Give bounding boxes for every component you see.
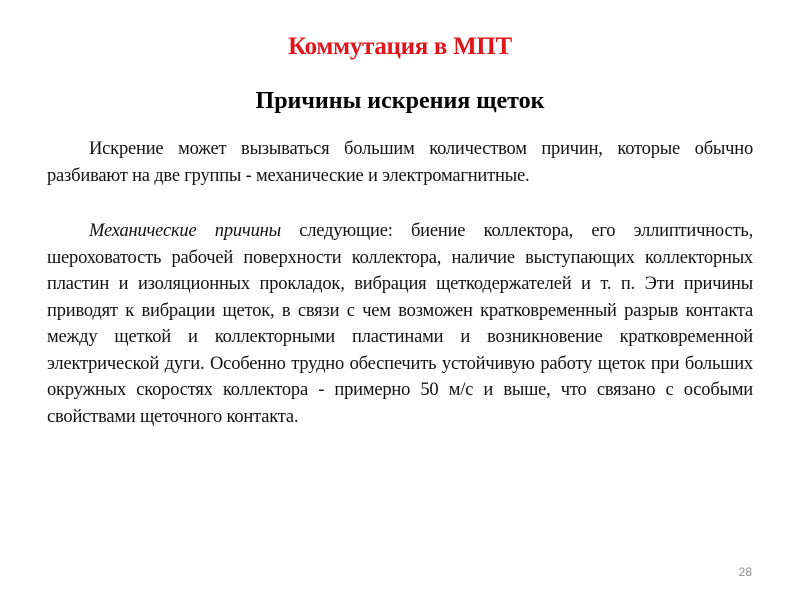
- page-number: 28: [738, 565, 752, 579]
- slide-subtitle: Причины искрения щеток: [255, 88, 545, 114]
- paragraph-intro: Искрение может вызываться большим количеством причин, которые обычно разбивают на две группы - механические и электромагнитные.: [47, 139, 753, 186]
- italic-lead-text: Механические причины: [89, 221, 281, 241]
- paragraph-mechanical-causes: [47, 218, 753, 430]
- slide-title: Коммутация в МПТ: [288, 33, 512, 60]
- paragraph-body-text: следующие: биение коллектора, его эллиптичность, шероховатость рабочей поверхности коллектора, наличие выступающих коллекторных пластин и изоляционных прокладок, вибрация щеткодержателей и т. п. Эти причины приводят к вибрации щеток, в связи с чем возможен кратковременный разрыв контакта между щеткой и коллекторными пластинами и возникновение кратковременной электрической дуги. Особенно трудно обеспечить устойчивую работу щеток при больших окружных скоростях коллектора - примерно 50 м/с и выше, что связано с особыми свойствами щеточного контакта.: [47, 221, 753, 427]
